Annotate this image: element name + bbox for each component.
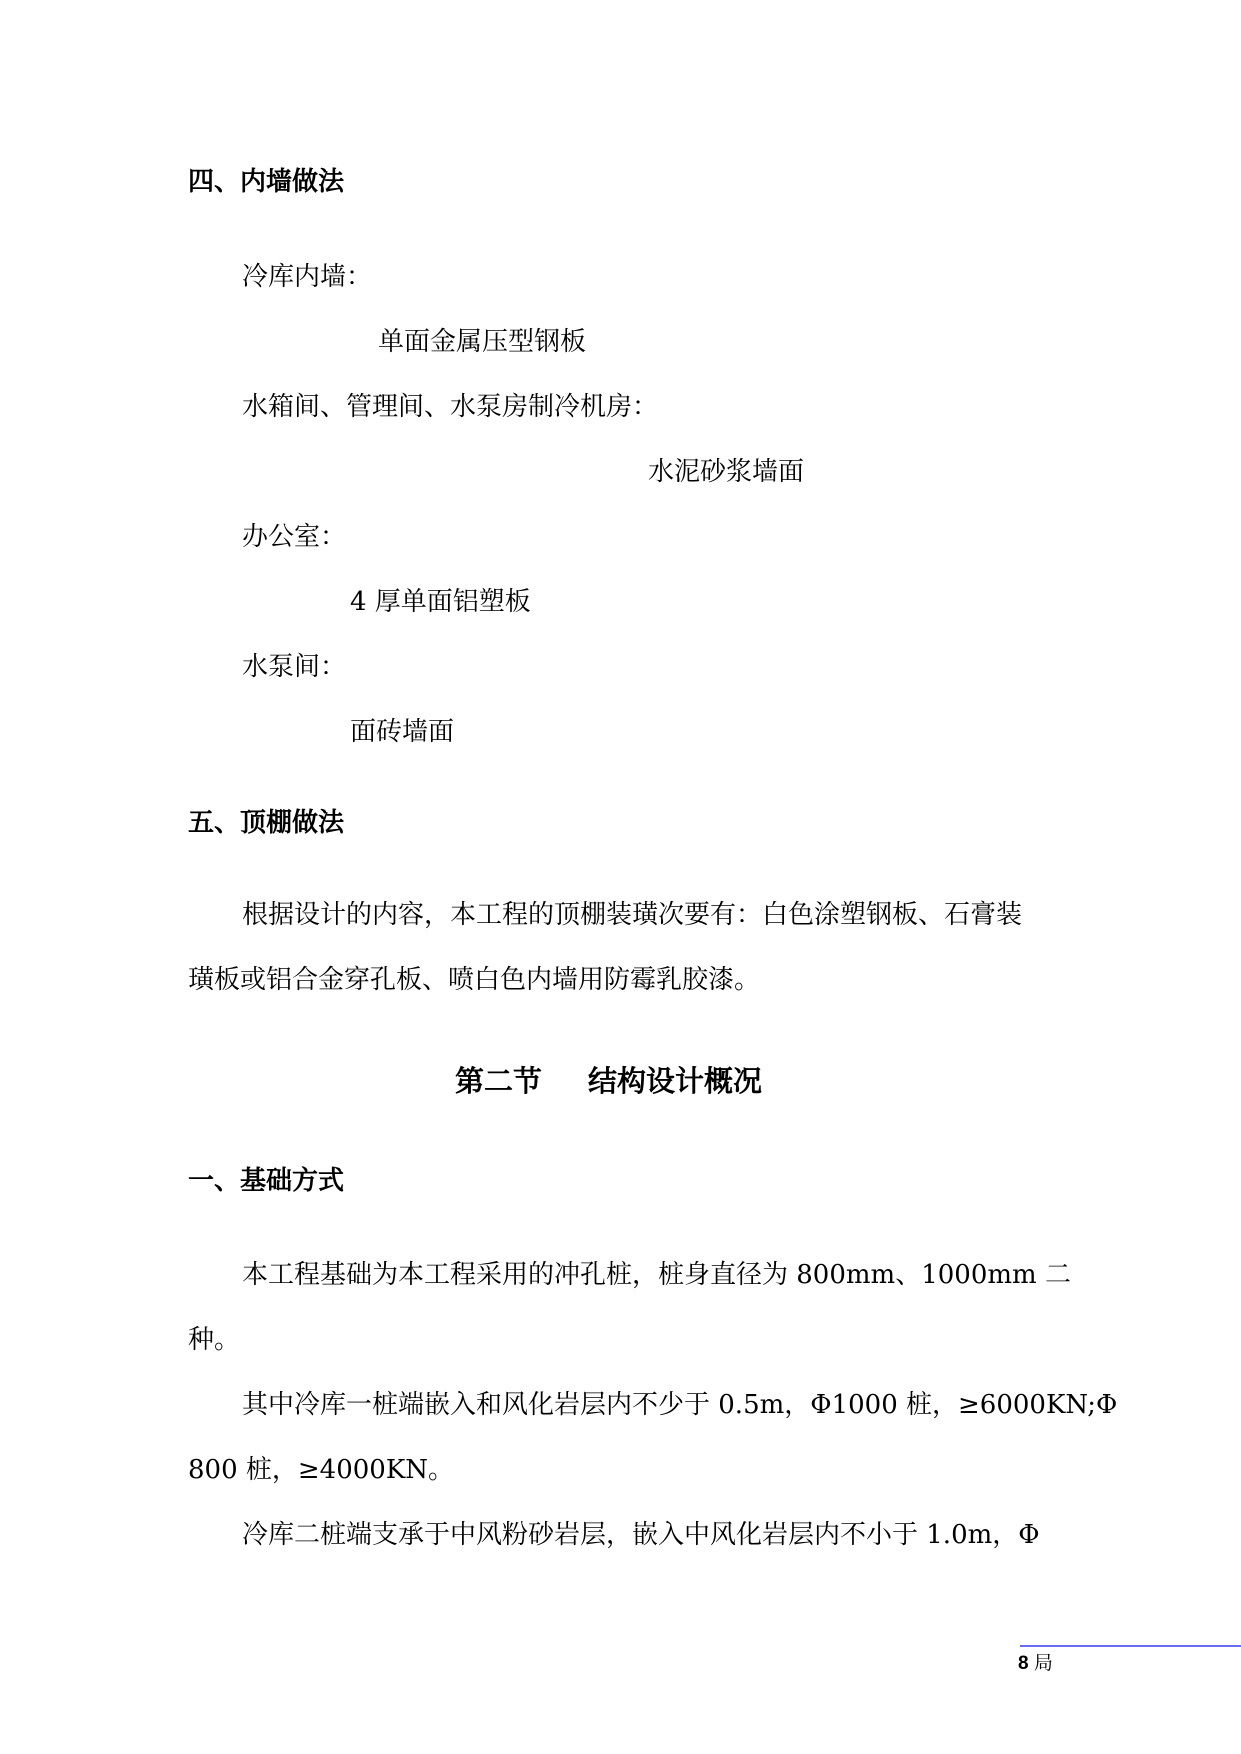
office-label: 办公室： [242, 522, 347, 552]
cold-storage-value: 单面金属压型钢板 [378, 327, 587, 357]
page-number-suffix: 局 [1033, 1653, 1053, 1674]
office-value: 4 厚单面铝塑板 [350, 587, 531, 617]
foundation-p1-line-2: 种。 [188, 1325, 241, 1355]
heading-foundation: 一、基础方式 [188, 1166, 345, 1196]
section-name: 结构设计概况 [588, 1064, 763, 1098]
pump-room-label: 水泵间： [242, 652, 347, 682]
ceiling-paragraph-line-2: 璜板或铝合金穿孔板、喷白色内墙用防霉乳胶漆。 [188, 965, 761, 995]
foundation-p1-line-1: 本工程基础为本工程采用的冲孔桩，桩身直径为 800mm、1000mm 二 [242, 1260, 1071, 1290]
ceiling-paragraph-line-1: 根据设计的内容，本工程的顶棚装璜次要有：白色涂塑钢板、石膏装 [242, 900, 1023, 930]
pump-room-value: 面砖墙面 [350, 717, 455, 747]
cold-storage-label: 冷库内墙： [242, 262, 373, 292]
heading-ceiling: 五、顶棚做法 [188, 808, 345, 838]
footer-divider [1020, 1645, 1241, 1647]
section-title [455, 1066, 762, 1096]
foundation-p2-line-1: 其中冷库一桩端嵌入和风化岩层内不少于 0.5m，Φ1000 桩，≥6000KN;Φ [242, 1390, 1118, 1420]
service-rooms-value: 水泥砂浆墙面 [648, 457, 805, 487]
page-number-value: 8 [1018, 1653, 1029, 1674]
heading-inner-wall: 四、内墙做法 [188, 167, 345, 197]
service-rooms-label: 水箱间、管理间、水泵房制冷机房： [242, 392, 659, 422]
foundation-p2-line-2: 800 桩，≥4000KN。 [188, 1455, 455, 1485]
page-number [1018, 1653, 1053, 1675]
section-number: 第二节 [455, 1064, 543, 1098]
foundation-p3-line-1: 冷库二桩端支承于中风粉砂岩层，嵌入中风化岩层内不小于 1.0m，Φ [242, 1520, 1040, 1550]
